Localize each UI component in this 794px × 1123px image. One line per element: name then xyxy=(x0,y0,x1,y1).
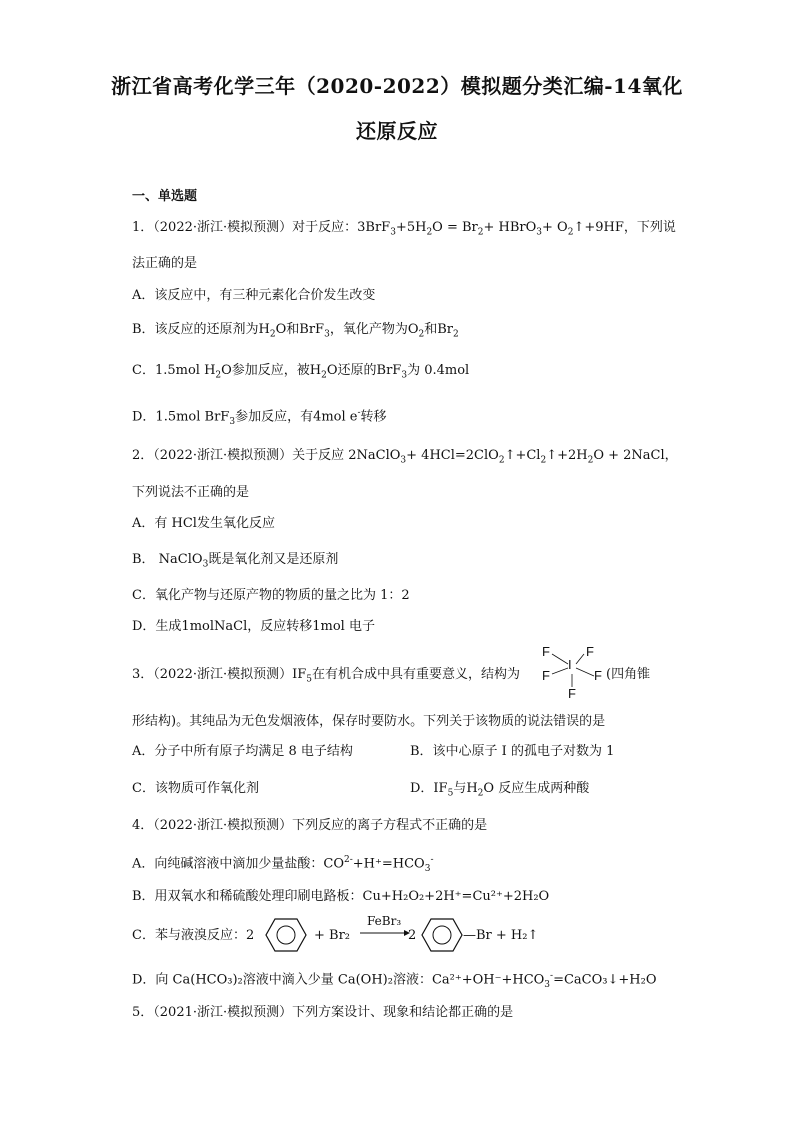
q4-option-c-coef: 2 xyxy=(408,928,417,943)
fluorine-atom: F xyxy=(542,668,550,683)
q2-stem-line2: 下列说法不正确的是 xyxy=(132,485,250,500)
benzene-ring-icon xyxy=(420,917,464,953)
q5-stem: 5．（2021·浙江·模拟预测）下列方案设计、现象和结论都正确的是 xyxy=(132,1005,514,1020)
section-heading: 一、单选题 xyxy=(132,189,198,204)
q4-option-a: A．向纯碱溶液中滴加少量盐酸：$CO^{2-}+H^+=HCO_3^-$ xyxy=(132,855,434,874)
doc-title-line2: 还原反应 xyxy=(356,119,438,143)
q1-stem: 1．（2022·浙江·模拟预测）对于反应：$3BrF_3+5H_2O = Br_2+$ HBrO$_3$+ $O_2↑+9HF$，下列说 xyxy=(132,220,676,238)
benzene-ring-icon xyxy=(264,917,308,953)
fluorine-atom: F xyxy=(594,668,602,683)
q3-option-a: A．分子中所有原子均满足 8 电子结构 xyxy=(132,744,353,759)
iodine-atom: I xyxy=(568,657,572,672)
q2-option-c: C．氧化产物与还原产物的物质的量之比为 1：2 xyxy=(132,588,410,603)
q1-option-a: A．该反应中，有三种元素化合价发生改变 xyxy=(132,288,376,303)
q1-stem-line2: 法正确的是 xyxy=(132,256,198,271)
if5-structure xyxy=(538,644,608,704)
q3-stem-tail: (四角锥 xyxy=(606,667,651,682)
fluorine-atom: F xyxy=(568,686,576,701)
q2-stem: 2．（2022·浙江·模拟预测）关于反应 2NaClO$_3$+ $4HCl=2ClO_2↑+Cl_2↑+2H_2O$ + 2NaCl， xyxy=(132,448,678,466)
q3-option-b: B．该中心原子 I 的孤电子对数为 1 xyxy=(410,744,615,759)
q4-option-d: D．向 Ca(HCO₃)₂溶液中滴入少量 Ca(OH)₂溶液：$Ca^{2+}+OH^-+HCO_3^-=CaCO_3↓+H_2O$ xyxy=(132,971,657,990)
q4-option-b: B．用双氧水和稀硫酸处理印刷电路板：Cu+H₂O₂+2H⁺=Cu²⁺+2H₂O xyxy=(132,889,550,904)
q2-option-b: B． NaClO$_3$既是氧化剂又是还原剂 xyxy=(132,552,339,570)
reaction-arrow-icon xyxy=(360,929,410,937)
q1-option-c: C．1.5mol $H_2O$参加反应，被$H_2O$还原的BrF$_3$为 0.4mol xyxy=(132,363,470,381)
q3-option-c: C．该物质可作氧化剂 xyxy=(132,781,259,796)
q4-option-c-catalyst: FeBr₃ xyxy=(367,914,402,928)
fluorine-atom: F xyxy=(586,644,594,659)
fluorine-atom: F xyxy=(542,644,550,659)
q4-stem: 4．（2022·浙江·模拟预测）下列反应的离子方程式不正确的是 xyxy=(132,818,488,833)
q4-option-c: C．苯与液溴反应：2 xyxy=(132,928,255,943)
q1-option-d: D．1.5mol BrF$_3$参加反应，有4mol e-转移 xyxy=(132,408,387,427)
q1-option-b: B．该反应的还原剂为$H_2O$和BrF$_3$，氧化产物为$O_2$和$Br_2$ xyxy=(132,322,459,340)
q4-option-c-product: —Br + H₂↑ xyxy=(463,928,539,943)
q4-option-c-reagent: + Br₂ xyxy=(314,928,351,943)
q2-option-a: A．有 HCl发生氧化反应 xyxy=(132,516,275,531)
bond-lines xyxy=(538,644,608,704)
q3-option-d: D．$IF_5$与$H_2O$ 反应生成两种酸 xyxy=(410,781,590,799)
q2-option-d: D．生成1molNaCl，反应转移1mol 电子 xyxy=(132,619,375,634)
q3-stem-line2: 形结构)。其纯品为无色发烟液体，保存时要防水。下列关于该物质的说法错误的是 xyxy=(132,714,606,729)
doc-title-line1: 浙江省高考化学三年（2020-2022）模拟题分类汇编-14氧化 xyxy=(111,74,683,98)
q3-stem: 3．（2022·浙江·模拟预测）$IF_5$在有机合成中具有重要意义，结构为 xyxy=(132,667,521,685)
